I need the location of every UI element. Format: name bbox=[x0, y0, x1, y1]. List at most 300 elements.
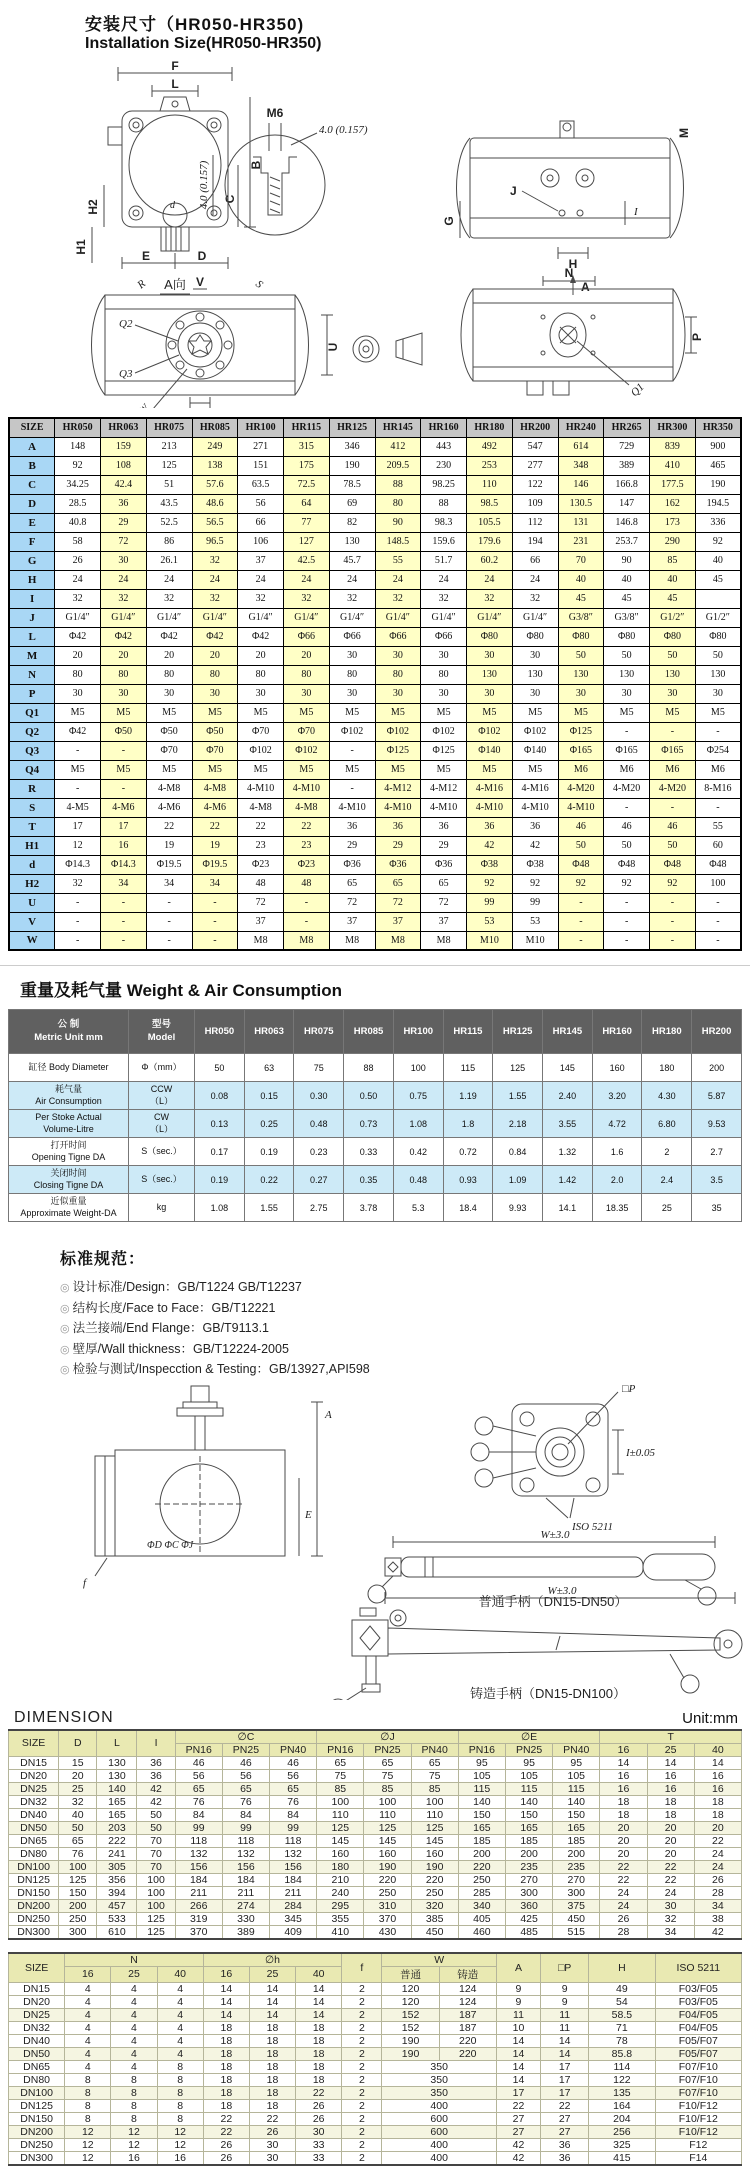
dim1-group-header: T bbox=[600, 1730, 742, 1744]
dim2-header-row1 bbox=[9, 1953, 742, 1967]
install-value-cell: 4-M10 bbox=[238, 779, 284, 798]
install-value-cell: 72 bbox=[238, 893, 284, 912]
weight-section-title: 重量及耗气量 Weight & Air Consumption bbox=[20, 981, 343, 1000]
dim2-value-cell: 36 bbox=[541, 2151, 589, 2165]
weight-row bbox=[9, 1110, 742, 1138]
install-value-cell: 92 bbox=[467, 874, 513, 893]
dim1-value-cell: 16 bbox=[600, 1769, 647, 1782]
weight-row-label: Per Stoke Actual Volume-Litre bbox=[9, 1110, 129, 1138]
weight-value-cell: 0.73 bbox=[344, 1110, 394, 1138]
dim2-value-cell: 220 bbox=[439, 2034, 496, 2047]
dim1-value-cell: 140 bbox=[553, 1795, 600, 1808]
dim1-size-cell: DN200 bbox=[9, 1899, 59, 1912]
install-value-cell: - bbox=[558, 912, 604, 931]
install-value-cell: Φ80 bbox=[650, 627, 696, 646]
dim1-value-cell: 115 bbox=[505, 1782, 552, 1795]
dim1-value-cell: 150 bbox=[553, 1808, 600, 1821]
install-value-cell: 4-M20 bbox=[604, 779, 650, 798]
dim1-value-cell: 320 bbox=[411, 1899, 458, 1912]
install-value-cell: 4-M20 bbox=[650, 779, 696, 798]
install-value-cell: - bbox=[329, 741, 375, 760]
dim1-value-cell: 100 bbox=[59, 1860, 97, 1873]
dim1-value-cell: 450 bbox=[553, 1912, 600, 1925]
install-value-cell: 34 bbox=[101, 874, 147, 893]
dim1-value-cell: 84 bbox=[175, 1808, 222, 1821]
install-value-cell: 4-M10 bbox=[284, 779, 330, 798]
dim2-value-cell: 14 bbox=[541, 2034, 589, 2047]
install-row-G bbox=[9, 551, 741, 570]
view-a-label: A向 bbox=[164, 277, 186, 292]
dim1-value-cell: 220 bbox=[364, 1873, 411, 1886]
install-value-cell: 78.5 bbox=[329, 475, 375, 494]
install-row-label: C bbox=[9, 475, 55, 494]
dim-label-s: S bbox=[253, 278, 265, 291]
dim1-value-cell: 22 bbox=[600, 1860, 647, 1873]
dim1-value-cell: 184 bbox=[175, 1873, 222, 1886]
dim1-value-cell: 99 bbox=[175, 1821, 222, 1834]
install-value-cell: 86 bbox=[146, 532, 192, 551]
install-value-cell: 492 bbox=[467, 437, 513, 456]
install-value-cell: Φ38 bbox=[467, 855, 513, 874]
install-value-cell: 106 bbox=[238, 532, 284, 551]
install-value-cell: G1/4″ bbox=[192, 608, 238, 627]
install-value-cell: Φ23 bbox=[238, 855, 284, 874]
install-value-cell: 194.5 bbox=[695, 494, 741, 513]
install-value-cell: 63.5 bbox=[238, 475, 284, 494]
install-value-cell: Φ125 bbox=[421, 741, 467, 760]
dim1-value-cell: 190 bbox=[411, 1860, 458, 1873]
dim1-value-cell: 84 bbox=[222, 1808, 269, 1821]
flange-tolerance-label: I±0.05 bbox=[626, 1446, 655, 1459]
install-value-cell: 4-M10 bbox=[512, 798, 558, 817]
install-value-cell: 110 bbox=[467, 475, 513, 494]
dim1-row-DN25 bbox=[9, 1782, 742, 1795]
dim2-value-cell: 12 bbox=[111, 2138, 157, 2151]
install-value-cell: 17 bbox=[55, 817, 101, 836]
dim1-value-cell: 16 bbox=[647, 1782, 694, 1795]
dim2-value-cell: 4 bbox=[157, 1982, 203, 1995]
install-value-cell: Φ70 bbox=[146, 741, 192, 760]
dim2-value-cell: 4 bbox=[111, 2034, 157, 2047]
dim1-value-cell: 24 bbox=[600, 1899, 647, 1912]
dim2-value-cell: 14 bbox=[541, 2047, 589, 2060]
standard-item bbox=[60, 1339, 750, 1360]
dim2-value-cell: 4 bbox=[111, 2047, 157, 2060]
dim1-col-header: L bbox=[97, 1730, 137, 1757]
dim2-value-cell: 9 bbox=[541, 1995, 589, 2008]
dim1-value-cell: 20 bbox=[647, 1821, 694, 1834]
install-value-cell: 20 bbox=[284, 646, 330, 665]
dim1-sub-header: PN16 bbox=[175, 1743, 222, 1756]
dim1-sub-header: PN25 bbox=[364, 1743, 411, 1756]
dim-label-w bbox=[137, 402, 153, 408]
dim1-value-cell: 56 bbox=[175, 1769, 222, 1782]
dim1-value-cell: 300 bbox=[553, 1886, 600, 1899]
weight-unit-cell: Φ（mm） bbox=[129, 1054, 195, 1082]
dim1-value-cell: 30 bbox=[647, 1899, 694, 1912]
install-row-label: I bbox=[9, 589, 55, 608]
install-value-cell: 4-M20 bbox=[558, 779, 604, 798]
install-value-cell: G1/4″ bbox=[467, 608, 513, 627]
weight-row-label: 耗气量 Air Consumption bbox=[9, 1082, 129, 1110]
install-value-cell: M5 bbox=[192, 703, 238, 722]
dimension-header bbox=[14, 1709, 738, 1727]
weight-value-cell: 160 bbox=[592, 1054, 642, 1082]
dim2-value-cell: 2 bbox=[342, 2151, 382, 2165]
install-value-cell: - bbox=[329, 779, 375, 798]
install-value-cell: 32 bbox=[467, 589, 513, 608]
install-row-label: Q3 bbox=[9, 741, 55, 760]
install-table bbox=[8, 417, 742, 951]
install-value-cell: 4-M6 bbox=[192, 798, 238, 817]
dim2-value-cell: 22 bbox=[496, 2099, 540, 2112]
dim1-value-cell: 76 bbox=[270, 1795, 317, 1808]
install-value-cell: Φ14.3 bbox=[55, 855, 101, 874]
install-value-cell: 80 bbox=[55, 665, 101, 684]
install-value-cell: 30 bbox=[238, 684, 284, 703]
install-value-cell: 4-M10 bbox=[421, 798, 467, 817]
install-value-cell: Φ42 bbox=[55, 627, 101, 646]
dim1-value-cell: 16 bbox=[694, 1782, 741, 1795]
install-value-cell: 32 bbox=[421, 589, 467, 608]
dim2-value-cell: 4 bbox=[157, 2047, 203, 2060]
dim1-value-cell: 533 bbox=[97, 1912, 137, 1925]
install-value-cell: 80 bbox=[375, 665, 421, 684]
dim1-value-cell: 132 bbox=[270, 1847, 317, 1860]
dim2-merged-w-cell: 350 bbox=[382, 2060, 496, 2073]
install-value-cell: 315 bbox=[284, 437, 330, 456]
install-value-cell: 37 bbox=[238, 912, 284, 931]
dim1-value-cell: 75 bbox=[364, 1769, 411, 1782]
dim1-row-DN200 bbox=[9, 1899, 742, 1912]
install-value-cell: 24 bbox=[375, 570, 421, 589]
install-value-cell: 69 bbox=[329, 494, 375, 513]
dim2-value-cell: 190 bbox=[382, 2047, 439, 2060]
dim1-value-cell: 165 bbox=[97, 1795, 137, 1808]
install-value-cell: 24 bbox=[238, 570, 284, 589]
install-value-cell: - bbox=[695, 912, 741, 931]
install-value-cell: 194 bbox=[512, 532, 558, 551]
install-value-cell: G3/8″ bbox=[558, 608, 604, 627]
dim2-row-DN100 bbox=[9, 2086, 742, 2099]
install-value-cell: 179.6 bbox=[467, 532, 513, 551]
weight-model-cell: HR180 bbox=[642, 1010, 692, 1054]
install-value-cell: 26 bbox=[55, 551, 101, 570]
install-value-cell: 30 bbox=[284, 684, 330, 703]
standard-text: 结构长度/Face to Face：GB/T12221 bbox=[72, 1300, 276, 1315]
weight-value-cell: 3.55 bbox=[543, 1110, 593, 1138]
install-value-cell: 37 bbox=[329, 912, 375, 931]
dim2-value-cell: 4 bbox=[65, 2060, 111, 2073]
dim1-value-cell: 355 bbox=[317, 1912, 364, 1925]
install-value-cell: Φ66 bbox=[375, 627, 421, 646]
weight-row bbox=[9, 1138, 742, 1166]
install-value-cell: 23 bbox=[238, 836, 284, 855]
dim2-value-cell: 26 bbox=[203, 2151, 249, 2165]
dim1-value-cell: 410 bbox=[317, 1925, 364, 1939]
dim1-value-cell: 266 bbox=[175, 1899, 222, 1912]
install-value-cell: 29 bbox=[421, 836, 467, 855]
dim2-row-DN32 bbox=[9, 2021, 742, 2034]
install-value-cell: Φ80 bbox=[695, 627, 741, 646]
valve-dim-a: A bbox=[325, 1408, 332, 1421]
install-value-cell: 4-M6 bbox=[146, 798, 192, 817]
dim1-value-cell: 95 bbox=[553, 1756, 600, 1769]
dim2-value-cell: 4 bbox=[65, 2021, 111, 2034]
dim2-value-cell: 2 bbox=[342, 2034, 382, 2047]
install-value-cell: 32 bbox=[55, 874, 101, 893]
dim2-col-header: H bbox=[589, 1953, 655, 1983]
dim1-row-DN80 bbox=[9, 1847, 742, 1860]
install-value-cell: 98.3 bbox=[421, 513, 467, 532]
install-header-cell: HR063 bbox=[101, 418, 147, 437]
dim1-value-cell: 156 bbox=[270, 1860, 317, 1873]
dim2-merged-w-cell: 350 bbox=[382, 2086, 496, 2099]
dim-label-g: G bbox=[442, 216, 456, 226]
install-value-cell bbox=[695, 589, 741, 608]
dim1-size-cell: DN50 bbox=[9, 1821, 59, 1834]
install-value-cell: 65 bbox=[421, 874, 467, 893]
dim2-value-cell: 17 bbox=[541, 2060, 589, 2073]
install-value-cell: 20 bbox=[55, 646, 101, 665]
weight-model-cell: HR085 bbox=[344, 1010, 394, 1054]
install-value-cell: - bbox=[650, 893, 696, 912]
dim2-value-cell: 256 bbox=[589, 2125, 655, 2138]
install-row-label: D bbox=[9, 494, 55, 513]
weight-value-cell: 0.25 bbox=[244, 1110, 294, 1138]
standard-item bbox=[60, 1318, 750, 1339]
install-value-cell: 48.6 bbox=[192, 494, 238, 513]
dim1-value-cell: 165 bbox=[505, 1821, 552, 1834]
dim2-value-cell: 54 bbox=[589, 1995, 655, 2008]
install-value-cell: 30 bbox=[375, 646, 421, 665]
weight-value-cell: 0.30 bbox=[294, 1082, 344, 1110]
install-value-cell: 52.5 bbox=[146, 513, 192, 532]
dim2-sub-header: 16 bbox=[65, 1966, 111, 1982]
install-value-cell: Φ80 bbox=[604, 627, 650, 646]
dim1-value-cell: 340 bbox=[458, 1899, 505, 1912]
install-value-cell: 130 bbox=[558, 665, 604, 684]
install-value-cell: 42.5 bbox=[284, 551, 330, 570]
dim2-value-cell: 325 bbox=[589, 2138, 655, 2151]
dim1-value-cell: 140 bbox=[505, 1795, 552, 1808]
dim1-value-cell: 185 bbox=[458, 1834, 505, 1847]
dim2-value-cell: 14 bbox=[249, 2008, 295, 2021]
dim2-sub-header: 铸造 bbox=[439, 1966, 496, 1982]
install-value-cell: 166.8 bbox=[604, 475, 650, 494]
install-value-cell: M5 bbox=[284, 760, 330, 779]
install-value-cell: 40 bbox=[604, 570, 650, 589]
dim2-value-cell: 12 bbox=[157, 2125, 203, 2138]
weight-value-cell: 1.19 bbox=[443, 1082, 493, 1110]
install-header-cell: SIZE bbox=[9, 418, 55, 437]
dim2-size-cell: DN100 bbox=[9, 2086, 65, 2099]
weight-value-cell: 5.87 bbox=[692, 1082, 742, 1110]
weight-value-cell: 0.19 bbox=[244, 1138, 294, 1166]
dim2-value-cell: 14 bbox=[496, 2034, 540, 2047]
dim1-value-cell: 235 bbox=[505, 1860, 552, 1873]
dim2-value-cell: F05/F07 bbox=[655, 2047, 741, 2060]
install-value-cell: 45 bbox=[695, 570, 741, 589]
dim2-value-cell: 14 bbox=[296, 1995, 342, 2008]
install-row-J bbox=[9, 608, 741, 627]
install-row-label: J bbox=[9, 608, 55, 627]
dim2-value-cell: 22 bbox=[203, 2125, 249, 2138]
install-value-cell: Φ66 bbox=[329, 627, 375, 646]
dim2-value-cell: 122 bbox=[589, 2073, 655, 2086]
install-value-cell: Φ50 bbox=[146, 722, 192, 741]
dim-label-d: D bbox=[197, 249, 207, 263]
dim2-value-cell: 36 bbox=[541, 2138, 589, 2151]
weight-value-cell: 1.32 bbox=[543, 1138, 593, 1166]
dim1-row-DN150 bbox=[9, 1886, 742, 1899]
install-value-cell: 24 bbox=[55, 570, 101, 589]
dim1-value-cell: 100 bbox=[137, 1899, 175, 1912]
install-value-cell: 57.6 bbox=[192, 475, 238, 494]
dim-label-j: J bbox=[510, 184, 517, 198]
dim-table-2 bbox=[8, 1952, 742, 2166]
bullet-icon: ◎ bbox=[60, 1343, 70, 1356]
dim2-value-cell: 10 bbox=[496, 2021, 540, 2034]
install-value-cell: M5 bbox=[512, 760, 558, 779]
dim2-value-cell: 14 bbox=[496, 2060, 540, 2073]
dim1-sub-header: PN40 bbox=[270, 1743, 317, 1756]
weight-value-cell: 35 bbox=[692, 1194, 742, 1222]
dim-label-v: V bbox=[195, 275, 205, 289]
weight-model-cell: HR075 bbox=[294, 1010, 344, 1054]
dim2-value-cell: 8 bbox=[157, 2086, 203, 2099]
dim1-value-cell: 76 bbox=[175, 1795, 222, 1808]
install-value-cell: 24 bbox=[329, 570, 375, 589]
dim1-value-cell: 305 bbox=[97, 1860, 137, 1873]
install-value-cell: - bbox=[558, 931, 604, 950]
dim2-row-DN150 bbox=[9, 2112, 742, 2125]
dim2-sub-header: 40 bbox=[157, 1966, 203, 1982]
weight-model-cell: HR145 bbox=[543, 1010, 593, 1054]
dim1-value-cell: 330 bbox=[222, 1912, 269, 1925]
install-value-cell: - bbox=[55, 741, 101, 760]
install-value-cell: Φ66 bbox=[421, 627, 467, 646]
weight-value-cell: 18.4 bbox=[443, 1194, 493, 1222]
install-value-cell: 51.7 bbox=[421, 551, 467, 570]
dim2-value-cell: 12 bbox=[157, 2138, 203, 2151]
dim1-value-cell: 319 bbox=[175, 1912, 222, 1925]
install-row-Q4 bbox=[9, 760, 741, 779]
dim2-merged-w-cell: 400 bbox=[382, 2151, 496, 2165]
install-value-cell: 20 bbox=[238, 646, 284, 665]
dim1-value-cell: 125 bbox=[317, 1821, 364, 1834]
install-value-cell: 80 bbox=[375, 494, 421, 513]
dim2-value-cell: 18 bbox=[203, 2021, 249, 2034]
weight-model-cell: HR160 bbox=[592, 1010, 642, 1054]
install-value-cell: 72 bbox=[101, 532, 147, 551]
install-row-label: Q4 bbox=[9, 760, 55, 779]
install-value-cell: Φ125 bbox=[558, 722, 604, 741]
dim1-value-cell: 515 bbox=[553, 1925, 600, 1939]
dim-label-b: B bbox=[249, 160, 263, 170]
handle2-w-label: W±3.0 bbox=[547, 1584, 577, 1597]
weight-value-cell: 2.18 bbox=[493, 1110, 543, 1138]
dim1-size-cell: DN100 bbox=[9, 1860, 59, 1873]
install-value-cell: 4-M16 bbox=[512, 779, 558, 798]
dim1-value-cell: 75 bbox=[411, 1769, 458, 1782]
install-value-cell: 30 bbox=[101, 551, 147, 570]
install-row-F bbox=[9, 532, 741, 551]
dim1-value-cell: 22 bbox=[694, 1834, 741, 1847]
dim2-value-cell: 14 bbox=[496, 2073, 540, 2086]
install-row-label: A bbox=[9, 437, 55, 456]
dim1-value-cell: 100 bbox=[364, 1795, 411, 1808]
dim2-value-cell: 33 bbox=[296, 2138, 342, 2151]
dim1-value-cell: 105 bbox=[458, 1769, 505, 1782]
weight-model-cell: HR115 bbox=[443, 1010, 493, 1054]
dim1-value-cell: 42 bbox=[694, 1925, 741, 1939]
dim1-value-cell: 46 bbox=[222, 1756, 269, 1769]
dim-label-a-side: A bbox=[581, 280, 590, 294]
weight-value-cell: 2.40 bbox=[543, 1082, 593, 1110]
dim1-value-cell: 28 bbox=[694, 1886, 741, 1899]
install-value-cell: 32 bbox=[192, 589, 238, 608]
install-value-cell: Φ42 bbox=[101, 627, 147, 646]
dim2-value-cell: 120 bbox=[382, 1982, 439, 1995]
dim1-row-DN32 bbox=[9, 1795, 742, 1808]
dim1-size-cell: DN80 bbox=[9, 1847, 59, 1860]
dim1-value-cell: 100 bbox=[137, 1873, 175, 1886]
install-body bbox=[9, 437, 741, 950]
install-header-cell: HR200 bbox=[512, 418, 558, 437]
install-value-cell: 40 bbox=[558, 570, 604, 589]
dim-label-m: M bbox=[677, 128, 691, 138]
install-value-cell: M8 bbox=[238, 931, 284, 950]
dim2-value-cell: 190 bbox=[382, 2034, 439, 2047]
install-value-cell: 80 bbox=[192, 665, 238, 684]
dim1-value-cell: 190 bbox=[364, 1860, 411, 1873]
install-value-cell: 130 bbox=[604, 665, 650, 684]
dim1-value-cell: 160 bbox=[317, 1847, 364, 1860]
dim1-value-cell: 130 bbox=[97, 1769, 137, 1782]
install-value-cell: 40 bbox=[695, 551, 741, 570]
install-value-cell: Φ23 bbox=[284, 855, 330, 874]
dim2-value-cell: F04/F05 bbox=[655, 2008, 741, 2021]
install-value-cell: 32 bbox=[101, 589, 147, 608]
weight-model-cell: HR200 bbox=[692, 1010, 742, 1054]
weight-row bbox=[9, 1166, 742, 1194]
install-value-cell: 412 bbox=[375, 437, 421, 456]
install-value-cell: 30 bbox=[329, 684, 375, 703]
dim2-value-cell: 2 bbox=[342, 2060, 382, 2073]
weight-value-cell: 1.08 bbox=[195, 1194, 245, 1222]
install-value-cell: 209.5 bbox=[375, 456, 421, 475]
standard-text: 壁厚/Wall thickness：GB/T12224-2005 bbox=[72, 1341, 289, 1356]
dim2-value-cell: F12 bbox=[655, 2138, 741, 2151]
install-row-H1 bbox=[9, 836, 741, 855]
install-value-cell: 20 bbox=[146, 646, 192, 665]
install-value-cell: 30 bbox=[695, 684, 741, 703]
install-row-Q2 bbox=[9, 722, 741, 741]
dim-label-n: N bbox=[564, 266, 574, 280]
dim1-size-cell: DN300 bbox=[9, 1925, 59, 1939]
dim1-value-cell: 20 bbox=[600, 1834, 647, 1847]
dim2-value-cell: 164 bbox=[589, 2099, 655, 2112]
dim2-row-DN40 bbox=[9, 2034, 742, 2047]
dim2-value-cell: 22 bbox=[296, 2086, 342, 2099]
install-row-E bbox=[9, 513, 741, 532]
dim2-value-cell: 2 bbox=[342, 2008, 382, 2021]
weight-value-cell: 2 bbox=[642, 1138, 692, 1166]
dim2-value-cell: 4 bbox=[111, 2021, 157, 2034]
install-row-label: M bbox=[9, 646, 55, 665]
install-value-cell: 48 bbox=[284, 874, 330, 893]
